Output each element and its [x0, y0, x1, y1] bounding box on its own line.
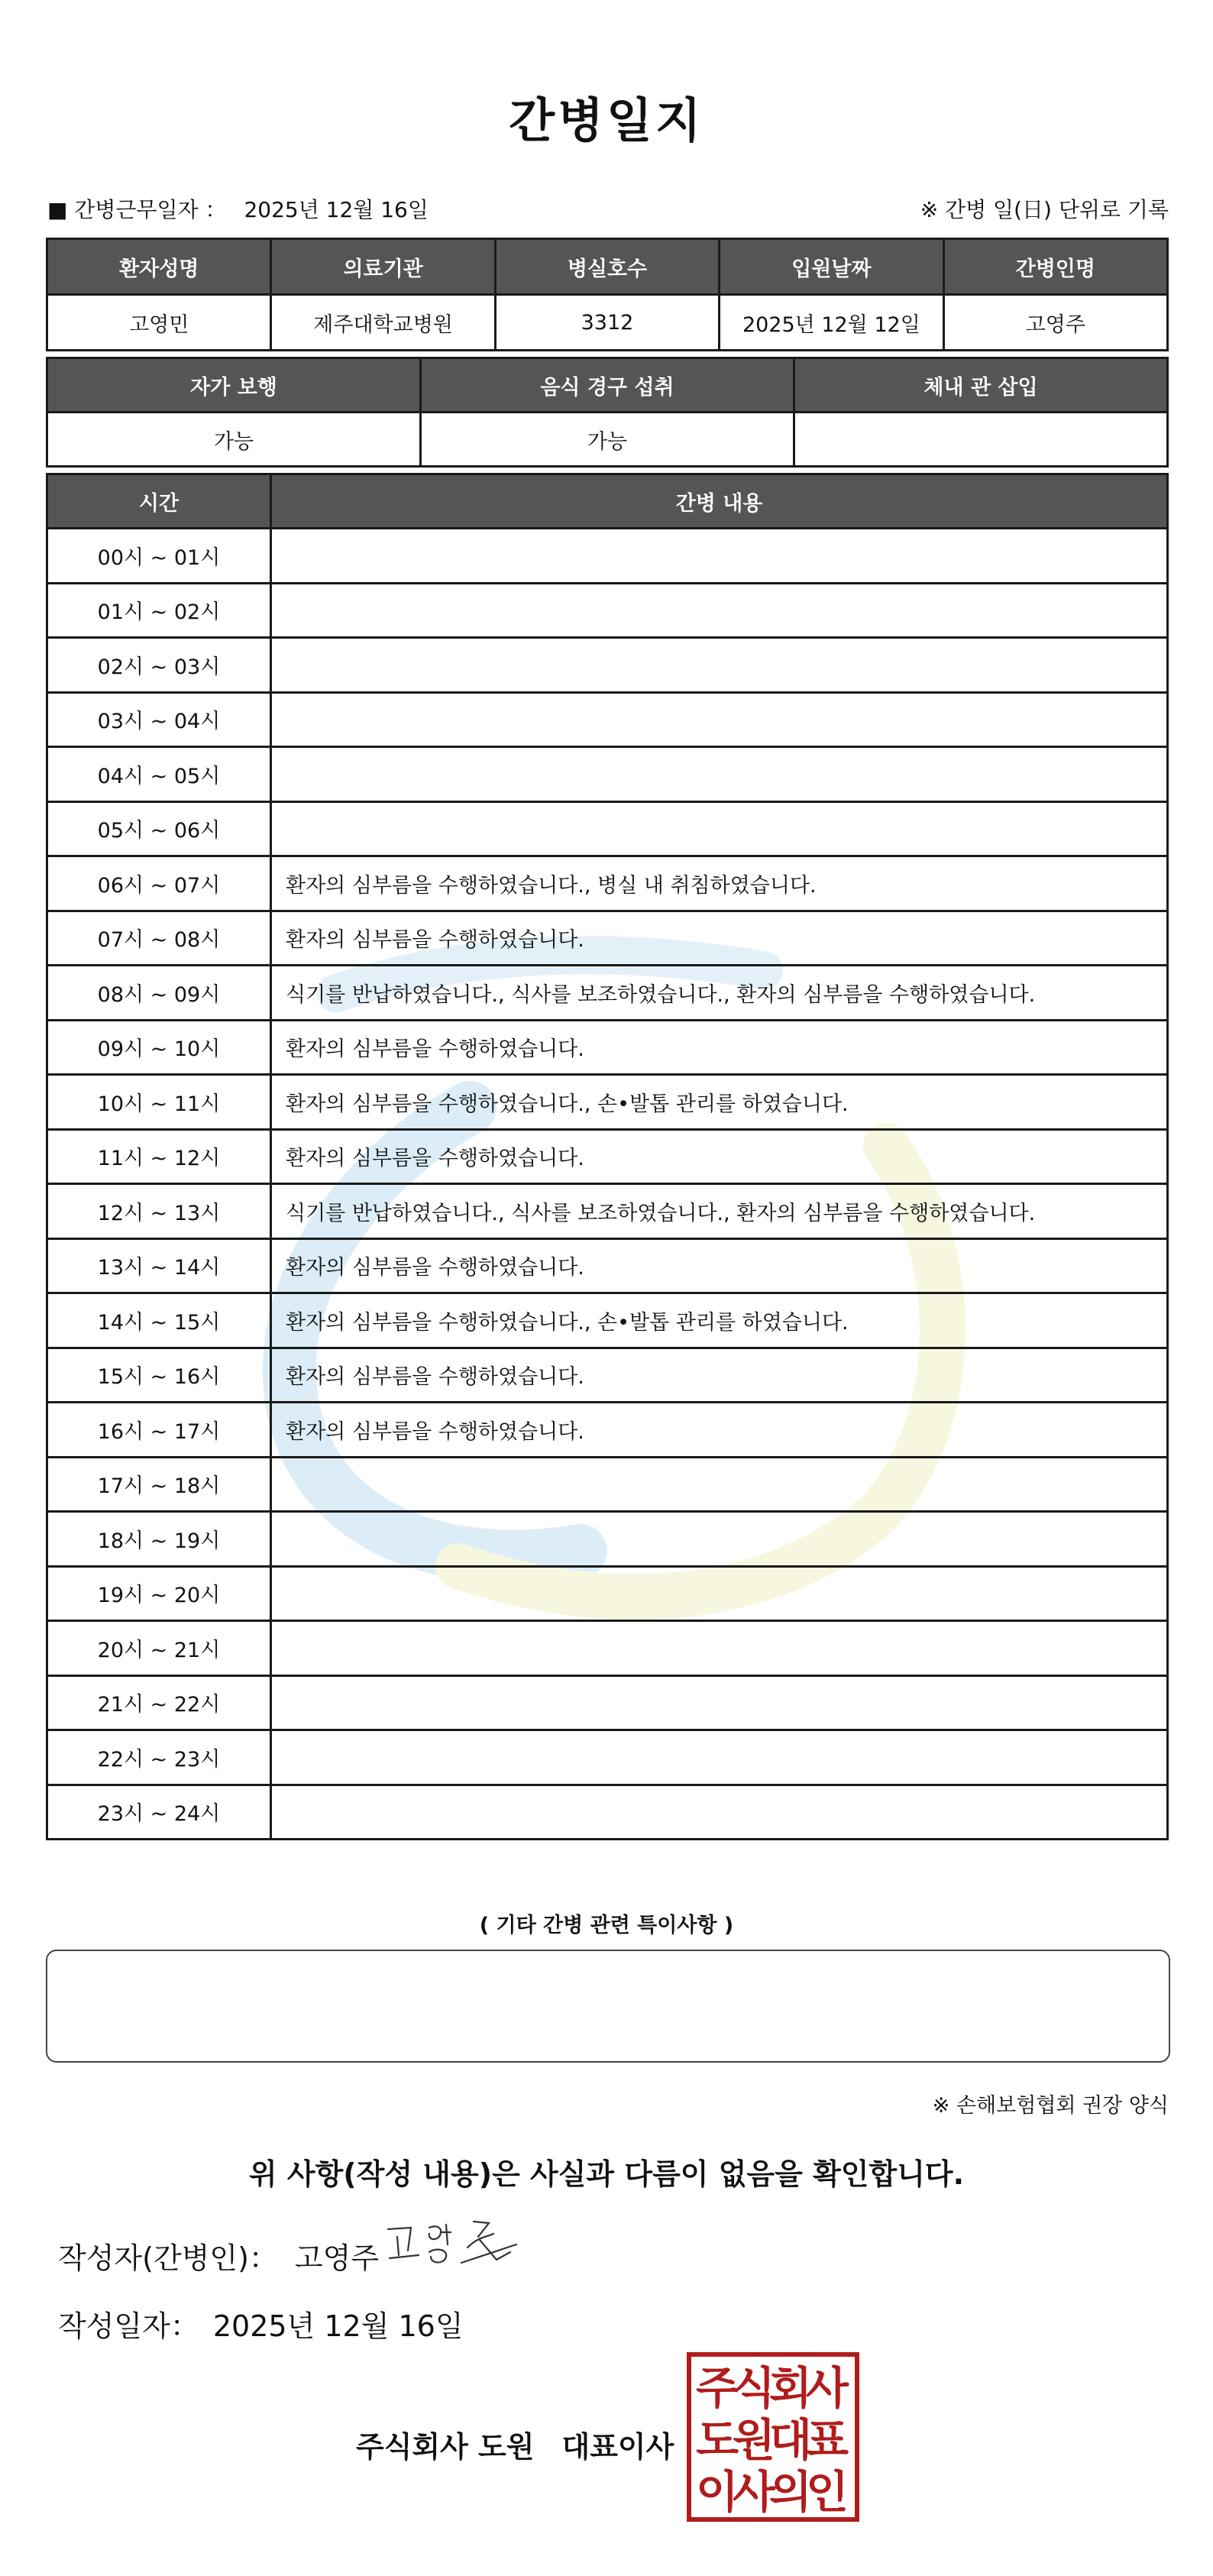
time-slot: 14시 ~ 15시	[47, 1293, 271, 1348]
svg-text:식: 식	[732, 2362, 776, 2414]
time-slot: 17시 ~ 18시	[47, 1457, 271, 1512]
care-content: 환자의 심부름을 수행하였습니다., 손•발톱 관리를 하였습니다.	[271, 1075, 1168, 1130]
svg-text:이: 이	[695, 2466, 739, 2518]
care-content	[271, 1621, 1168, 1676]
admission-date: 2025년 12월 12일	[720, 295, 943, 351]
time-slot: 21시 ~ 22시	[47, 1675, 271, 1730]
header-caregiver-name: 간병인명	[943, 239, 1167, 295]
time-slot: 19시 ~ 20시	[47, 1566, 271, 1621]
care-content: 식기를 반납하였습니다., 식사를 보조하였습니다., 환자의 심부름을 수행하였습니다.	[271, 1184, 1168, 1239]
header-oral-intake: 음식 경구 섭취	[421, 358, 794, 413]
table-row	[47, 529, 1168, 584]
table-row	[47, 1238, 1168, 1293]
care-content: 환자의 심부름을 수행하였습니다.	[271, 1403, 1168, 1458]
header-care-content: 간병 내용	[271, 474, 1168, 529]
care-content	[271, 1675, 1168, 1730]
table-row	[47, 638, 1168, 693]
confirmation-statement: 위 사항(작성 내용)은 사실과 다름이 없음을 확인합니다.	[248, 2157, 965, 2191]
work-date-label: ■ 간병근무일자 ：	[47, 197, 227, 222]
table-row	[47, 1020, 1168, 1075]
svg-text:사: 사	[805, 2362, 849, 2414]
table-row	[47, 1675, 1168, 1730]
table-row	[47, 1566, 1168, 1621]
recommended-form-note: ※ 손해보험협회 권장 양식	[932, 2094, 1169, 2118]
time-slot: 02시 ~ 03시	[47, 638, 271, 693]
remarks-box	[46, 1950, 1170, 2063]
caregiver-name: 고영주	[943, 295, 1167, 351]
table-row	[47, 1403, 1168, 1458]
care-content	[271, 692, 1168, 747]
time-slot: 05시 ~ 06시	[47, 801, 271, 856]
header-tube-insertion: 체내 관 삽입	[794, 358, 1168, 413]
svg-text:원: 원	[732, 2414, 776, 2466]
table-row	[47, 1075, 1168, 1130]
write-date-line	[58, 2303, 464, 2345]
svg-text:주: 주	[695, 2362, 739, 2414]
table-row	[47, 966, 1168, 1021]
tube-insertion	[794, 413, 1168, 467]
time-slot: 09시 ~ 10시	[47, 1020, 271, 1075]
company-name: 주식회사 도원	[356, 2430, 535, 2464]
care-content: 환자의 심부름을 수행하였습니다.	[271, 1238, 1168, 1293]
time-slot: 12시 ~ 13시	[47, 1184, 271, 1239]
care-content: 환자의 심부름을 수행하였습니다.	[271, 1348, 1168, 1403]
patient-name: 고영민	[47, 295, 271, 351]
care-content	[271, 1730, 1168, 1785]
table-row	[47, 1785, 1168, 1840]
patient-info-table	[46, 238, 1169, 351]
table-row	[47, 1293, 1168, 1348]
time-slot: 06시 ~ 07시	[47, 856, 271, 911]
company-seal-stamp	[686, 2351, 860, 2523]
time-slot: 20시 ~ 21시	[47, 1621, 271, 1676]
remarks-title: ( 기타 간병 관련 특이사항 )	[479, 1914, 734, 1937]
care-content	[271, 1566, 1168, 1621]
care-content	[271, 583, 1168, 638]
care-content: 환자의 심부름을 수행하였습니다.	[271, 1020, 1168, 1075]
time-slot: 16시 ~ 17시	[47, 1403, 271, 1458]
care-content	[271, 747, 1168, 802]
table-row	[47, 1512, 1168, 1567]
oral-intake: 가능	[421, 413, 794, 467]
care-content: 환자의 심부름을 수행하였습니다.	[271, 911, 1168, 966]
svg-text:대: 대	[768, 2414, 813, 2466]
time-slot: 00시 ~ 01시	[47, 529, 271, 584]
room-number: 3312	[495, 295, 719, 351]
svg-text:표: 표	[805, 2414, 849, 2466]
header-self-walking: 자가 보행	[47, 358, 421, 413]
header-time: 시간	[47, 474, 271, 529]
header-admission-date: 입원날짜	[720, 239, 943, 295]
table-row	[47, 911, 1168, 966]
time-slot: 04시 ~ 05시	[47, 747, 271, 802]
representative-title: 대표이사	[561, 2430, 674, 2464]
self-walking: 가능	[47, 413, 421, 467]
company-line	[356, 2423, 674, 2465]
time-slot: 23시 ~ 24시	[47, 1785, 271, 1840]
work-date-value: 2025년 12월 16일	[244, 197, 429, 222]
write-date-value: 2025년 12월 16일	[212, 2309, 464, 2343]
care-content: 환자의 심부름을 수행하였습니다., 병실 내 취침하였습니다.	[271, 856, 1168, 911]
time-slot: 11시 ~ 12시	[47, 1129, 271, 1184]
care-log-table	[46, 473, 1169, 1840]
svg-text:인: 인	[805, 2466, 849, 2518]
time-slot: 03시 ~ 04시	[47, 692, 271, 747]
handwritten-signature	[382, 2214, 527, 2275]
time-slot: 10시 ~ 11시	[47, 1075, 271, 1130]
time-slot: 07시 ~ 08시	[47, 911, 271, 966]
table-row	[47, 692, 1168, 747]
page-title: 간병일지	[509, 92, 704, 148]
table-row	[47, 747, 1168, 802]
table-row	[47, 1730, 1168, 1785]
svg-text:도: 도	[695, 2414, 739, 2466]
time-slot: 01시 ~ 02시	[47, 583, 271, 638]
care-content: 식기를 반납하였습니다., 식사를 보조하였습니다., 환자의 심부름을 수행하였습니다.	[271, 966, 1168, 1021]
svg-text:회: 회	[768, 2362, 813, 2414]
unit-note: ※ 간병 일(日) 단위로 기록	[920, 197, 1169, 222]
time-slot: 22시 ~ 23시	[47, 1730, 271, 1785]
author-label: 작성자(간병인)：	[58, 2241, 278, 2275]
care-content	[271, 638, 1168, 693]
write-date-label: 작성일자：	[58, 2309, 199, 2343]
care-content	[271, 1512, 1168, 1567]
table-row	[47, 1184, 1168, 1239]
table-row	[47, 1129, 1168, 1184]
svg-text:사: 사	[732, 2466, 776, 2518]
author-line	[58, 2235, 379, 2277]
care-content	[271, 1457, 1168, 1512]
care-content	[271, 801, 1168, 856]
care-content: 환자의 심부름을 수행하였습니다., 손•발톱 관리를 하였습니다.	[271, 1293, 1168, 1348]
table-row	[47, 1348, 1168, 1403]
table-row	[47, 1621, 1168, 1676]
care-content	[271, 529, 1168, 584]
table-row	[47, 583, 1168, 638]
time-slot: 18시 ~ 19시	[47, 1512, 271, 1567]
header-patient-name: 환자성명	[47, 239, 271, 295]
table-row	[47, 1457, 1168, 1512]
header-hospital: 의료기관	[271, 239, 495, 295]
svg-text:의: 의	[768, 2466, 813, 2518]
header-room-number: 병실호수	[495, 239, 719, 295]
patient-status-table	[46, 357, 1169, 468]
table-row	[47, 801, 1168, 856]
time-slot: 13시 ~ 14시	[47, 1238, 271, 1293]
hospital: 제주대학교병원	[271, 295, 495, 351]
work-date	[47, 193, 429, 224]
time-slot: 15시 ~ 16시	[47, 1348, 271, 1403]
care-content	[271, 1785, 1168, 1840]
author-name: 고영주	[294, 2241, 380, 2275]
care-content: 환자의 심부름을 수행하였습니다.	[271, 1129, 1168, 1184]
table-row	[47, 856, 1168, 911]
time-slot: 08시 ~ 09시	[47, 966, 271, 1021]
